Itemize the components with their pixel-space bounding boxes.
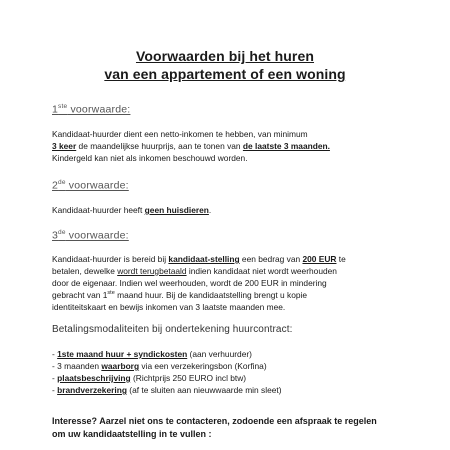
payment-item: - 3 maanden waarborg via een verzekeringsbon (Korfina): [52, 361, 267, 371]
payment-item: - 1ste maand huur + syndickosten (aan verhuurder): [52, 349, 252, 359]
condition-3-line-4: gebracht van 1ste maand huur. Bij de kandidaatstelling brengt u kopie: [52, 290, 308, 300]
condition-3-line-3: door de eigenaar. Indien wel weerhouden, wordt de 200 EUR in mindering: [52, 278, 327, 288]
document-title-line-1: Voorwaarden bij het huren: [135, 48, 315, 64]
closing-line-1: Interesse? Aarzel niet ons te contacteren, zodoende een afspraak te regelen: [52, 416, 377, 426]
condition-3-line-5: identiteitskaart en bewijs inkomen van 3 laatste maanden mee.: [52, 302, 286, 312]
condition-1-line-2: 3 keer de maandelijkse huurprijs, aan te tonen van de laatste 3 maanden.: [52, 141, 330, 151]
condition-3-line-1: Kandidaat-huurder is bereid bij kandidaat-stelling een bedrag van 200 EUR te: [52, 254, 346, 264]
condition-1-heading: 1ste voorwaarde:: [52, 103, 131, 116]
condition-3-line-2: betalen, dewelke wordt terugbetaald indien kandidaat niet wordt weerhouden: [52, 266, 337, 276]
condition-3-heading: 3de voorwaarde:: [52, 229, 129, 242]
payment-item: - plaatsbeschrijving (Richtprijs 250 EURO incl btw): [52, 373, 247, 383]
payment-item: - brandverzekering (af te sluiten aan nieuwwaarde min sleet): [52, 385, 282, 395]
condition-2-line-1: Kandidaat-huurder heeft geen huisdieren.: [52, 205, 212, 215]
document-title-line-2: van een appartement of een woning: [104, 66, 346, 82]
closing-line-2: om uw kandidaatstelling in te vullen :: [52, 429, 212, 439]
condition-1-line-3: Kindergeld kan niet als inkomen beschouwd worden.: [52, 153, 248, 163]
payment-heading: Betalingsmodaliteiten bij ondertekening huurcontract:: [52, 324, 293, 335]
condition-2-heading: 2de voorwaarde:: [52, 179, 129, 192]
condition-1-line-1: Kandidaat-huurder dient een netto-inkomen te hebben, van minimum: [52, 129, 308, 139]
